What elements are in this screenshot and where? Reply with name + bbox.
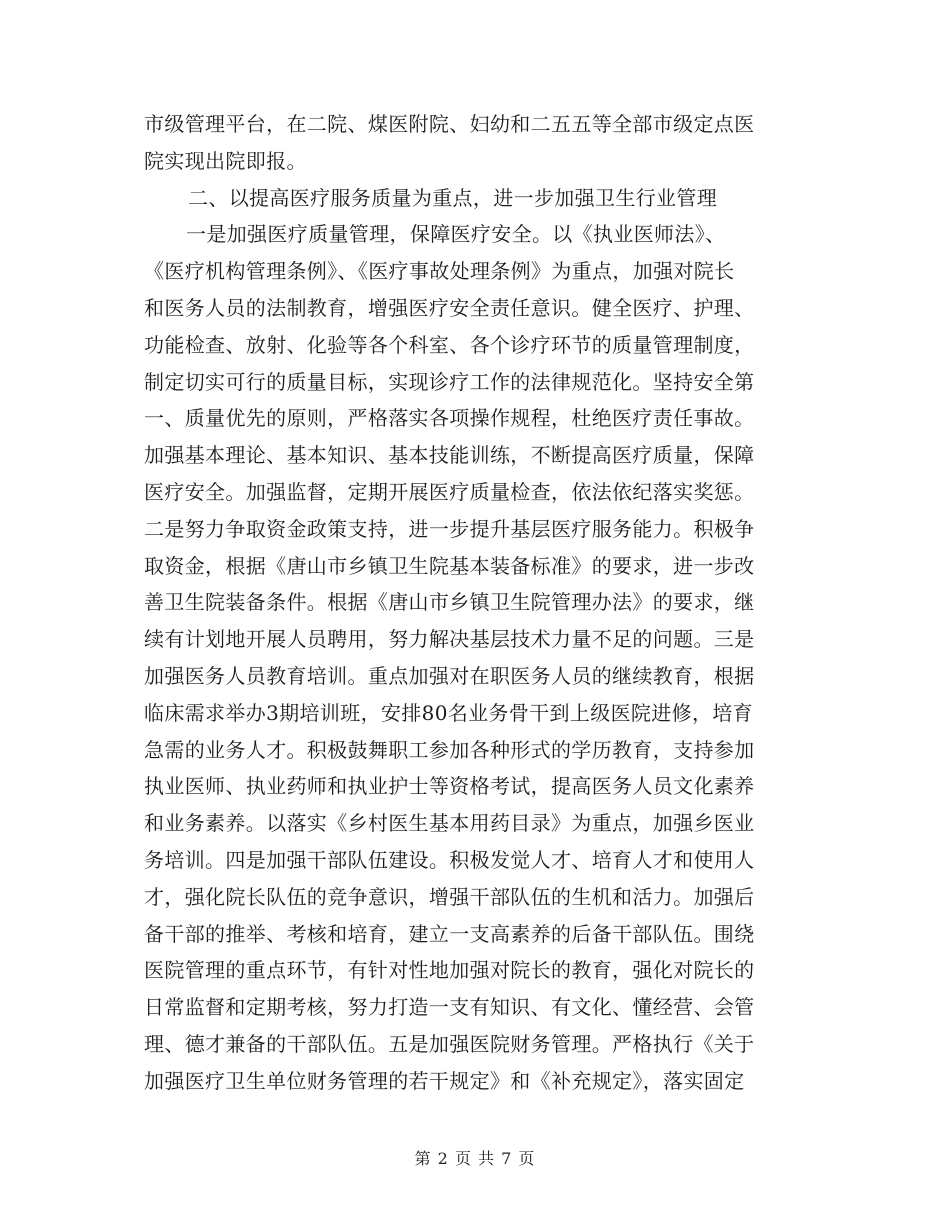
text-line: 急需的业务人才。积极鼓舞职工参加各种形式的学历教育，支持参加: [144, 737, 755, 762]
page-number: 第 2 页 共 7 页: [414, 1149, 536, 1168]
text-line: 取资金，根据《唐山市乡镇卫生院基本装备标准》的要求，进一步改: [144, 553, 755, 578]
text-line: 善卫生院装备条件。根据《唐山市乡镇卫生院管理办法》的要求，继: [144, 590, 755, 615]
text-line: 制定切实可行的质量目标，实现诊疗工作的法律规范化。坚持安全第: [144, 369, 755, 394]
text-line: 务培训。四是加强干部队伍建设。积极发觉人才、培育人才和使用人: [144, 847, 755, 872]
text-line: 一、质量优先的原则，严格落实各项操作规程，杜绝医疗责任事故。: [144, 406, 755, 431]
text-line: 日常监督和定期考核，努力打造一支有知识、有文化、懂经营、会管: [144, 995, 755, 1020]
section-heading: 二、以提高医疗服务质量为重点，进一步加强卫生行业管理: [188, 185, 718, 210]
text-line: 才，强化院长队伍的竞争意识，增强干部队伍的生机和活力。加强后: [144, 884, 755, 909]
text-line: 理、德才兼备的干部队伍。五是加强医院财务管理。严格执行《关于: [144, 1031, 755, 1056]
text-line: 功能检查、放射、化验等各个科室、各个诊疗环节的质量管理制度，: [144, 332, 755, 357]
text-line: 《医疗机构管理条例》、《医疗事故处理条例》为重点，加强对院长: [144, 259, 735, 284]
text-line: 备干部的推举、考核和培育，建立一支高素养的后备干部队伍。围绕: [144, 921, 755, 946]
text-line: 加强医疗卫生单位财务管理的若干规定》和《补充规定》，落实固定: [144, 1068, 745, 1093]
text-line: 续有计划地开展人员聘用，努力解决基层技术力量不足的问题。三是: [144, 627, 755, 652]
text-line: 医疗安全。加强监督，定期开展医疗质量检查，依法依纪落实奖惩。: [144, 479, 755, 504]
text-line: 市级管理平台，在二院、煤医附院、妇幼和二五五等全部市级定点医: [144, 112, 755, 136]
paragraph-first-line: 一是加强医疗质量管理，保障医疗安全。以《执业医师法》、: [186, 222, 726, 247]
text-line: 和医务人员的法制教育，增强医疗安全责任意识。健全医疗、护理、: [144, 295, 755, 320]
text-line: 二是努力争取资金政策支持，进一步提升基层医疗服务能力。积极争: [144, 516, 755, 541]
text-line: 医院管理的重点环节，有针对性地加强对院长的教育，强化对院长的: [144, 958, 755, 983]
text-line: 和业务素养。以落实《乡村医生基本用药目录》为重点，加强乡医业: [144, 811, 755, 836]
text-line: 临床需求举办3期培训班，安排80名业务骨干到上级医院进修，培育: [144, 700, 754, 725]
text-line: 加强基本理论、基本知识、基本技能训练，不断提高医疗质量，保障: [144, 443, 755, 468]
body-text: [144, 106, 804, 1100]
text-line: 院实现出院即报。: [144, 148, 307, 173]
text-line: 加强医务人员教育培训。重点加强对在职医务人员的继续教育，根据: [144, 663, 755, 688]
text-line: 执业医师、执业药师和执业护士等资格考试，提高医务人员文化素养: [144, 774, 755, 799]
